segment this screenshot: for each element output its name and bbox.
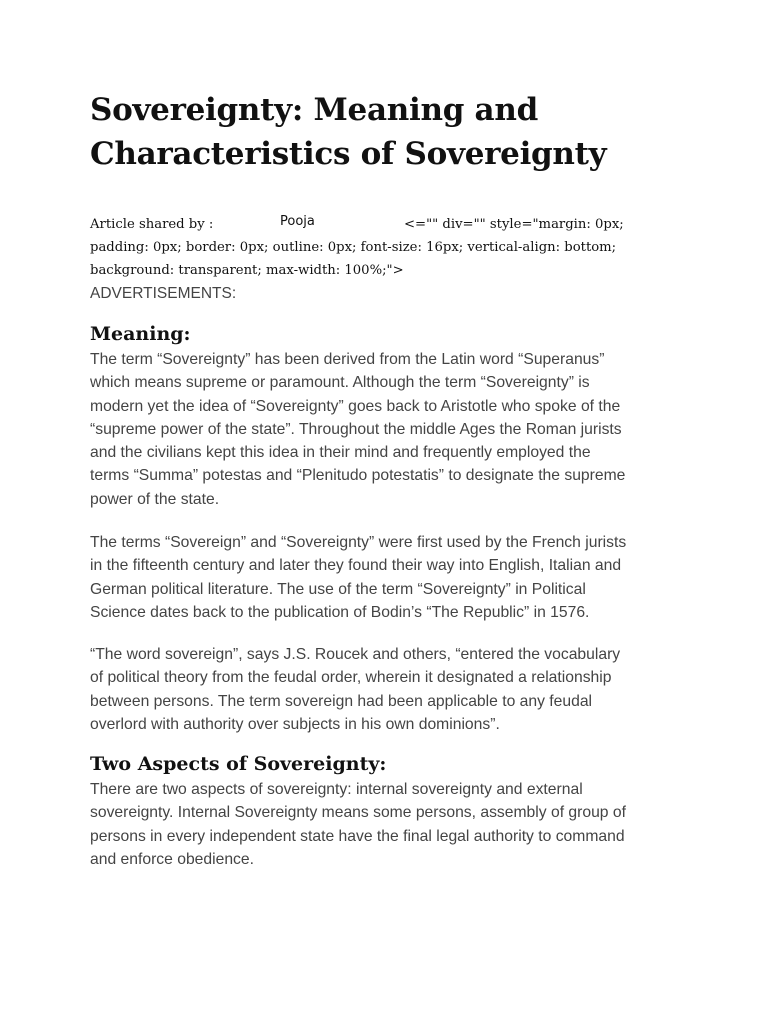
- paragraph-line: of political theory from the feudal order, wherein it designated a relationship: [90, 669, 612, 687]
- title-line-1: Sovereignty: Meaning and: [90, 92, 538, 128]
- title-line-2: Characteristics of Sovereignty: [90, 136, 607, 172]
- paragraph-line: persons in every independent state have the final legal authority to command: [90, 827, 625, 845]
- author-name: Pooja: [280, 214, 315, 229]
- paragraph-meaning-3: [90, 643, 680, 736]
- paragraph-line: The term “Sovereignty” has been derived from the Latin word “Superanus”: [90, 351, 605, 368]
- paragraph-line: overlord with authority over subjects in his own dominions”.: [90, 715, 500, 733]
- section-heading-meaning: Meaning:: [90, 323, 191, 345]
- paragraph-meaning-2: [90, 531, 680, 624]
- paragraph-aspects-1: [90, 778, 680, 871]
- paragraph-line: and enforce obedience.: [90, 850, 254, 868]
- paragraph-line: Science dates back to the publication of Bodin’s “The Republic” in 1576.: [90, 603, 590, 621]
- paragraph-line: between persons. The term sovereign had been applicable to any feudal: [90, 692, 593, 710]
- article-meta: [90, 213, 650, 282]
- paragraph-line: “supreme power of the state”. Throughout the middle Ages the Roman jurists: [90, 420, 622, 438]
- paragraph-line: “The word sovereign”, says J.S. Roucek and others, “entered the vocabulary: [90, 646, 621, 663]
- raw-code-text-1: <="" div="" style="margin: 0px;: [404, 217, 624, 232]
- paragraph-line: power of the state.: [90, 490, 220, 508]
- paragraph-line: in the fifteenth century and later they found their way into English, Italian and: [90, 557, 622, 575]
- paragraph-line: The terms “Sovereign” and “Sovereignty” were first used by the French jurists: [90, 534, 627, 551]
- raw-code-text-3: background: transparent; max-width: 100%;">: [90, 263, 404, 278]
- paragraph-line: There are two aspects of sovereignty: internal sovereignty and external: [90, 781, 583, 798]
- shared-by-label: Article shared by :: [90, 217, 214, 232]
- advertisements-label: ADVERTISEMENTS:: [90, 285, 237, 302]
- paragraph-line: and the civilians kept this idea in their mind and frequently employed the: [90, 444, 591, 462]
- section-heading-two-aspects: Two Aspects of Sovereignty:: [90, 753, 387, 775]
- paragraph-meaning-1: [90, 348, 680, 511]
- paragraph-line: German political literature. The use of the term “Sovereignty” in Political: [90, 580, 586, 598]
- paragraph-line: which means supreme or paramount. Although the term “Sovereignty” is: [90, 374, 590, 392]
- page-title: [90, 88, 680, 176]
- paragraph-line: modern yet the idea of “Sovereignty” goes back to Aristotle who spoke of the: [90, 397, 621, 415]
- paragraph-line: sovereignty. Internal Sovereignty means some persons, assembly of group of: [90, 804, 626, 822]
- meta-line-1: [90, 213, 650, 236]
- paragraph-line: terms “Summa” potestas and “Plenitudo potestatis” to designate the supreme: [90, 467, 626, 485]
- raw-code-text-2: padding: 0px; border: 0px; outline: 0px; font-size: 16px; vertical-align: bottom;: [90, 240, 617, 255]
